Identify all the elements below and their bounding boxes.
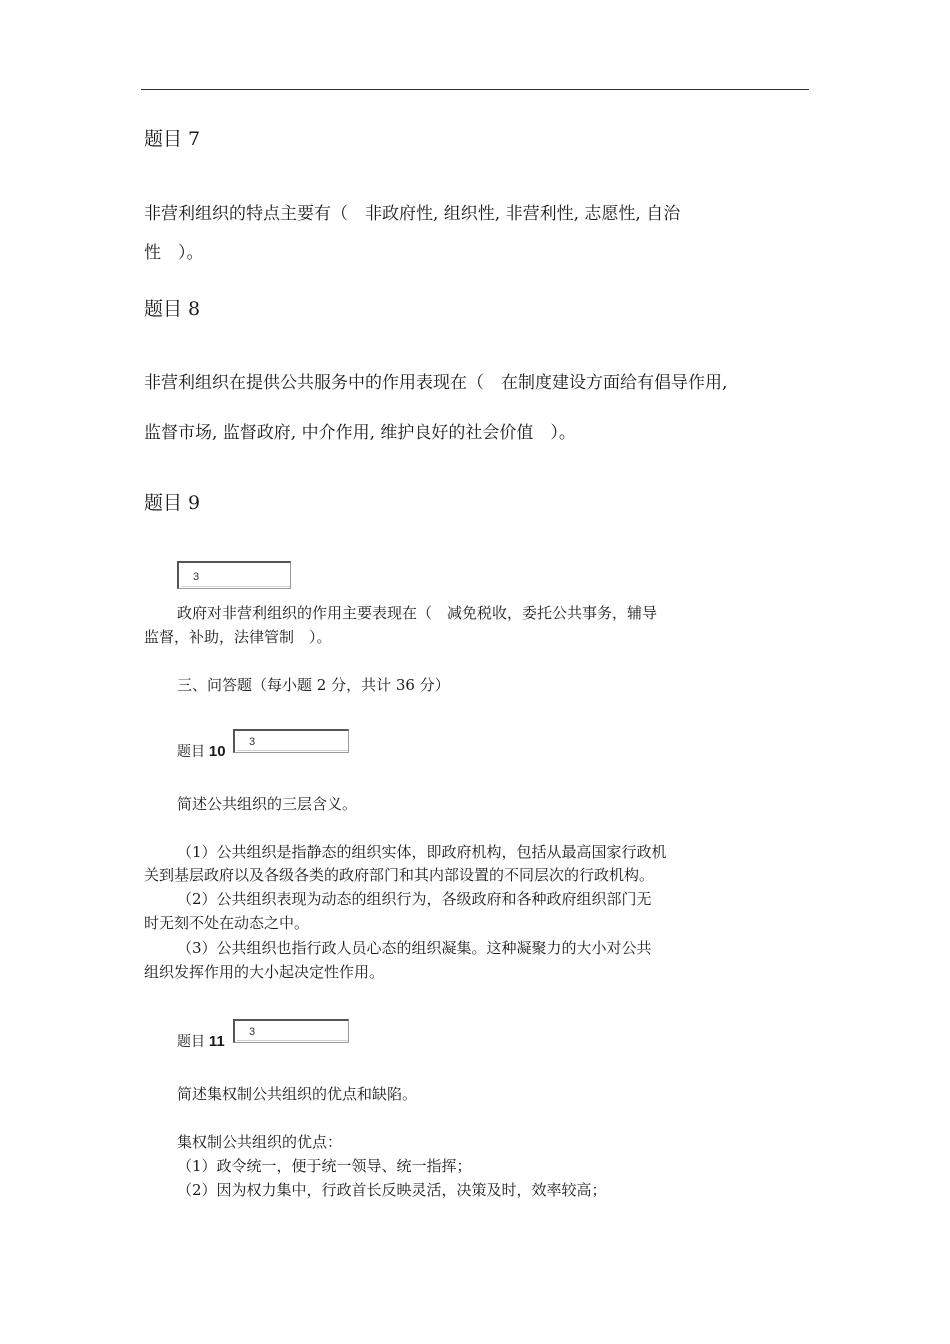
- q7-text-line2: 性 ）。: [144, 243, 204, 263]
- section-heading: 三、问答题（每小题 2 分，共计 36 分）: [177, 676, 450, 694]
- q10-number: 10: [208, 743, 226, 760]
- q10-answer-line: 组织发挥作用的大小起决定性作用。: [144, 963, 385, 981]
- q11-label-text: 题目: [177, 1033, 205, 1049]
- q7-text-line1: 非营利组织的特点主要有（ 非政府性, 组织性, 非营利性, 志愿性, 自治: [144, 204, 681, 224]
- q11-number: 11: [208, 1033, 225, 1050]
- q11-answer-line: （1）政令统一，便于统一领导、统一指挥；: [177, 1157, 472, 1175]
- q8-text-line2: 监督市场, 监督政府, 中介作用, 维护良好的社会价值 ）。: [144, 423, 576, 443]
- q10-answer-line: 关到基层政府以及各级各类的政府部门和其内部设置的不同层次的行政机构。: [144, 866, 655, 884]
- q7-title: 题目 7: [144, 128, 201, 150]
- q10-answer-line: （1）公共组织是指静态的组织实体，即政府机构，包括从最高国家行政机: [177, 843, 667, 861]
- q8-title: 题目 8: [144, 298, 201, 320]
- q11-label: [177, 1031, 225, 1051]
- q11-score-field[interactable]: 3: [233, 1019, 349, 1043]
- q10-question: 简述公共组织的三层含义。: [177, 795, 358, 813]
- q10-score-field[interactable]: 3: [233, 729, 349, 753]
- q8-text-line1: 非营利组织在提供公共服务中的作用表现在（ 在制度建设方面给有倡导作用,: [144, 373, 728, 393]
- q11-answer-line: 集权制公共组织的优点：: [177, 1133, 343, 1151]
- q10-label-text: 题目: [177, 743, 205, 759]
- q10-answer-line: （2）公共组织表现为动态的组织行为，各级政府和各种政府组织部门无: [177, 890, 652, 908]
- q9-score-field[interactable]: 3: [177, 561, 291, 589]
- q9-title: 题目 9: [144, 492, 201, 514]
- q10-answer-line: 时无刻不处在动态之中。: [144, 914, 310, 932]
- header-rule: [141, 89, 809, 90]
- q9-text-line2: 监督，补助，法律管制 ）。: [144, 628, 332, 646]
- q10-label: [177, 741, 226, 761]
- q9-text-line1: 政府对非营利组织的作用主要表现在（ 减免税收，委托公共事务，辅导: [177, 604, 658, 622]
- q11-answer-line: （2）因为权力集中，行政首长反映灵活，决策及时，效率较高；: [177, 1181, 607, 1199]
- q10-answer-line: （3）公共组织也指行政人员心态的组织凝集。这种凝聚力的大小对公共: [177, 939, 652, 957]
- q11-question: 简述集权制公共组织的优点和缺陷。: [177, 1085, 418, 1103]
